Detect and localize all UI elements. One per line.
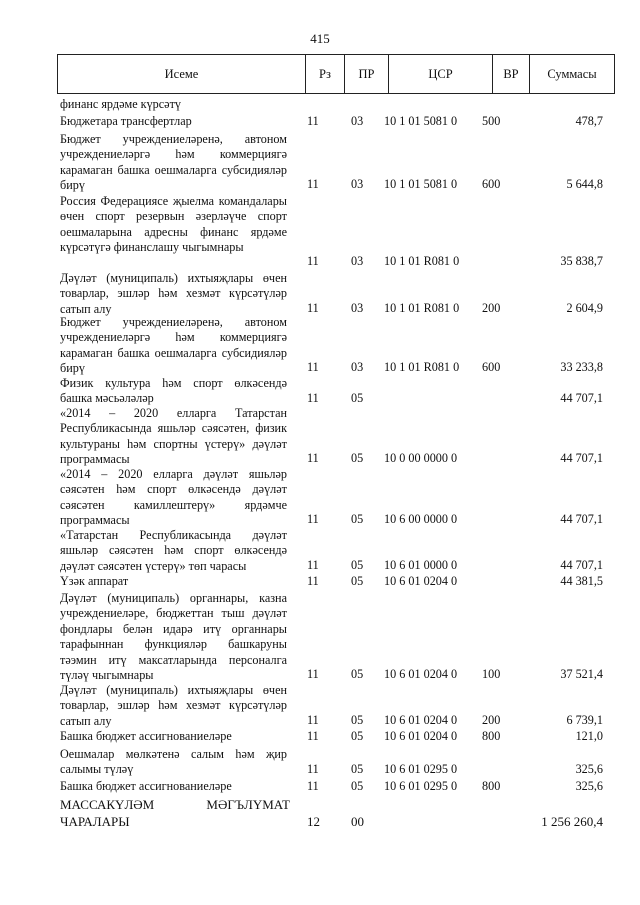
row-pr: 03 <box>351 177 364 191</box>
column-header-rz: Рз <box>305 55 344 93</box>
row-rz: 11 <box>307 114 319 128</box>
row-rz: 11 <box>307 762 319 776</box>
row-name: финанс ярдәме күрсәтү <box>60 97 181 111</box>
table-header <box>57 54 615 94</box>
row-name: Дәүләт (муниципаль) ихтыяҗлары өчен товарлар, эшләр һәм хезмәт күрсәтүләр сатып алу <box>60 683 287 728</box>
row-vr: 500 <box>482 114 501 128</box>
row-csr: 10 6 01 0204 0 <box>384 713 458 727</box>
column-header-sum: Суммасы <box>529 55 614 93</box>
row-pr: 03 <box>351 254 364 268</box>
row-pr: 03 <box>351 114 364 128</box>
row-name: Бюджет учреждениеләренә, автоном учреждениеләргә һәм коммерциягә карамаган башка оешмаларга субсидияләр бирү <box>60 132 287 193</box>
row-csr: 10 0 00 0000 0 <box>384 451 458 465</box>
column-header-pr: ПР <box>344 55 388 93</box>
row-name: Бюджет учреждениеләренә, автоном учреждениеләргә һәм коммерциягә карамаган башка оешмаларга субсидияләр бирү <box>60 315 287 376</box>
row-sum: 35 838,7 <box>560 254 603 268</box>
row-name: Дәүләт (муниципаль) органнары, казна учреждениеләре, бюджеттан тыш дәүләт фондлары белән идарә итү органнары тарафыннан функцияләр башкаруны тәэмин итү максатларында персоналга түләү чыгымнары <box>60 591 287 683</box>
row-csr: 10 6 01 0204 0 <box>384 729 458 743</box>
row-rz: 11 <box>307 574 319 588</box>
row-rz: 11 <box>307 779 319 793</box>
row-pr: 03 <box>351 301 364 315</box>
row-csr: 10 6 01 0295 0 <box>384 779 458 793</box>
row-vr: 100 <box>482 667 501 681</box>
row-vr: 600 <box>482 360 501 374</box>
row-rz: 11 <box>307 254 319 268</box>
row-rz: 11 <box>307 391 319 405</box>
row-sum: 2 604,9 <box>566 301 603 315</box>
row-pr: 03 <box>351 360 364 374</box>
row-pr: 05 <box>351 451 364 465</box>
row-sum: 121,0 <box>575 729 603 743</box>
row-pr: 05 <box>351 574 364 588</box>
row-rz: 12 <box>307 814 320 829</box>
row-rz: 11 <box>307 713 319 727</box>
row-vr: 800 <box>482 779 501 793</box>
row-name: Физик культура һәм спорт өлкәсендә башка мәсьәләләр <box>60 376 287 406</box>
row-sum: 37 521,4 <box>560 667 603 681</box>
row-name: Башка бюджет ассигнованиеләре <box>60 729 232 743</box>
row-pr: 05 <box>351 779 364 793</box>
row-pr: 05 <box>351 391 364 405</box>
row-name: «2014 – 2020 елларга Татарстан Республикасында яшьләр сәясәтен, физик культураны һәм спортны үстерү» дәүләт программасы <box>60 406 287 467</box>
row-pr: 05 <box>351 729 364 743</box>
row-sum: 325,6 <box>575 779 603 793</box>
row-sum: 44 381,5 <box>560 574 603 588</box>
row-sum: 33 233,8 <box>560 360 603 374</box>
row-sum: 478,7 <box>575 114 603 128</box>
row-csr: 10 6 01 0204 0 <box>384 574 458 588</box>
row-csr: 10 1 01 5081 0 <box>384 114 458 128</box>
row-csr: 10 1 01 R081 0 <box>384 360 460 374</box>
row-csr: 10 6 01 0000 0 <box>384 558 458 572</box>
row-csr: 10 1 01 5081 0 <box>384 177 458 191</box>
row-pr: 05 <box>351 512 364 526</box>
row-vr: 200 <box>482 301 501 315</box>
row-sum: 6 739,1 <box>566 713 603 727</box>
row-vr: 800 <box>482 729 501 743</box>
row-name: «2014 – 2020 елларга дәүләт яшьләр сәясәтен һәм спорт өлкәсендә дәүләт сәясәтен камиллештерү» ярдәмче программасы <box>60 467 287 528</box>
row-sum: 44 707,1 <box>560 391 603 405</box>
row-name: МАССАКҮЛӘМ МӘГЪЛҮМАТ ЧАРАЛАРЫ <box>60 797 290 829</box>
row-csr: 10 6 01 0295 0 <box>384 762 458 776</box>
row-rz: 11 <box>307 360 319 374</box>
row-pr: 05 <box>351 713 364 727</box>
row-pr: 05 <box>351 762 364 776</box>
row-name: Бюджетара трансфертлар <box>60 114 192 128</box>
row-name: Оешмалар мөлкәтенә салым һәм җир салымы түләү <box>60 747 287 777</box>
column-header-csr: ЦСР <box>388 55 492 93</box>
row-sum: 5 644,8 <box>566 177 603 191</box>
row-rz: 11 <box>307 451 319 465</box>
column-header-vr: ВР <box>492 55 529 93</box>
row-vr: 600 <box>482 177 501 191</box>
row-sum: 44 707,1 <box>560 451 603 465</box>
row-csr: 10 1 01 R081 0 <box>384 301 460 315</box>
row-rz: 11 <box>307 177 319 191</box>
column-header-name: Исеме <box>164 67 199 81</box>
row-pr: 05 <box>351 667 364 681</box>
row-pr: 05 <box>351 558 364 572</box>
row-csr: 10 1 01 R081 0 <box>384 254 460 268</box>
row-name: Дәүләт (муниципаль) ихтыяҗлары өчен товарлар, эшләр һәм хезмәт күрсәтүләр сатып алу <box>60 271 287 316</box>
row-vr: 200 <box>482 713 501 727</box>
row-rz: 11 <box>307 667 319 681</box>
row-name: «Татарстан Республикасында дәүләт яшьләр сәясәтен һәм спорт өлкәсендә дәүләт сәясәтен үстерү» төп чарасы <box>60 528 287 573</box>
row-name: Үзәк аппарат <box>60 574 129 588</box>
row-rz: 11 <box>307 558 319 572</box>
row-sum: 44 707,1 <box>560 512 603 526</box>
row-rz: 11 <box>307 512 319 526</box>
row-name: Башка бюджет ассигнованиеләре <box>60 779 232 793</box>
row-rz: 11 <box>307 729 319 743</box>
row-rz: 11 <box>307 301 319 315</box>
row-csr: 10 6 00 0000 0 <box>384 512 458 526</box>
row-sum: 325,6 <box>575 762 603 776</box>
row-name: Россия Федерациясе җыелма командалары өчен спорт резервын әзерләүче спорт оешмаларына адресны финанс ярдәме күрсәтүгә финанслашу чыгымнары <box>60 194 287 255</box>
row-sum: 1 256 260,4 <box>541 814 603 829</box>
row-csr: 10 6 01 0204 0 <box>384 667 458 681</box>
page-number: 415 <box>310 31 330 46</box>
row-pr: 00 <box>351 814 364 829</box>
row-sum: 44 707,1 <box>560 558 603 572</box>
